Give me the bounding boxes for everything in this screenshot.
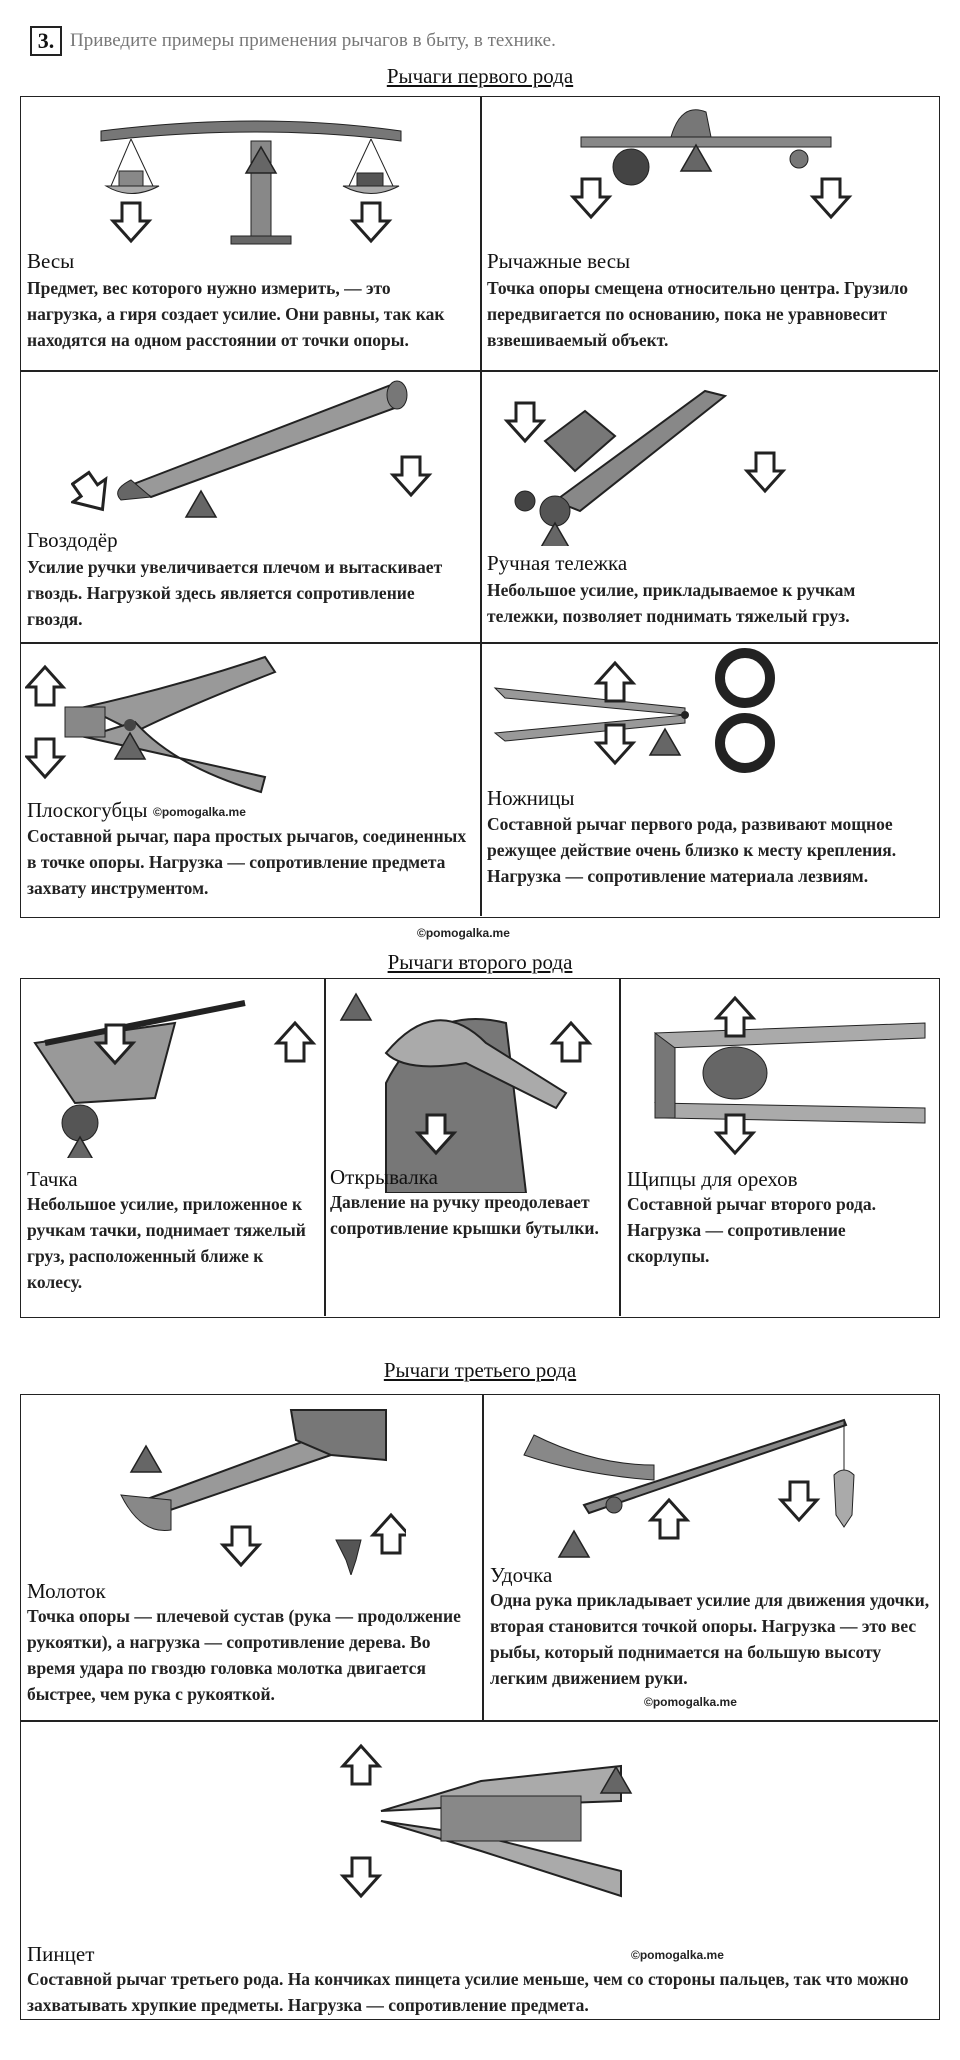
card-description: Небольшое усилие, прикладываемое к ручкам тележки, позволяет поднимать тяжелый груз. [487,580,856,626]
card-title: Удочка [490,1563,553,1587]
hammer-illustration [101,1395,406,1575]
fishing-rod-illustration [504,1395,859,1570]
nutcracker-illustration [625,983,930,1158]
card-title: Молоток [27,1579,106,1603]
lever-card-steelyard [481,97,939,370]
card-description: Составной рычаг, пара простых рычагов, соединенных в точке опоры. Нагрузка — сопротивление предмета захвату инструментом. [27,826,467,898]
task-header [30,26,556,56]
watermark: ©pomogalka.me [644,1695,737,1709]
lever-card-bottle-opener [326,979,619,1316]
card-description: Предмет, вес которого нужно измерить, — это нагрузка, а гиря создает усилие. Они равны, так как находятся на одном расстоянии от точки опоры. [27,278,445,350]
card-description: Составной рычаг третьего рода. На кончиках пинцета усилие меньше, чем со стороны пальцев, так что можно захватывать хрупкие предметы. Нагрузка — сопротивление предмета. [27,1969,909,2015]
lever-card-nail-puller [21,371,480,642]
pliers-illustration [25,647,355,797]
section-title-second-class: Рычаги второго рода [387,950,573,974]
section-title-first-class: Рычаги первого рода [386,64,574,88]
hand-truck-illustration [485,371,805,546]
card-description: Составной рычаг второго рода. Нагрузка — сопротивление скорлупы. [627,1194,876,1266]
card-description: Точка опоры смещена относительно центра. Грузило передвигается по основанию, пока не уравновесит взвешиваемый объект. [487,278,908,350]
lever-card-nutcracker [621,979,939,1316]
task-number: 3. [30,26,62,56]
watermark: ©pomogalka.me [153,805,246,819]
card-title: Пинцет [27,1942,95,1966]
section-title-third-class: Рычаги третьего рода [383,1358,577,1382]
card-description: Точка опоры — плечевой сустав (рука — продолжение рукоятки), а нагрузка — сопротивление дерева. Во время удара по гвоздю головка молотка двигается быстрее, чем рука с рукояткой. [27,1606,461,1704]
card-description: Одна рука прикладывает усилие для движения удочки, вторая становится точкой опоры. Нагрузка — это вес рыбы, который поднимается на большую высоту легким движением руки. [490,1590,930,1688]
lever-card-fishing-rod [484,1395,939,1720]
lever-card-tweezers [21,1722,938,2018]
card-title: Гвоздодёр [27,528,118,552]
watermark: ©pomogalka.me [417,926,510,940]
second-class-table [20,978,940,1318]
bottle-opener-illustration [326,983,596,1193]
scales-illustration [91,101,411,251]
card-title: Плоскогубцы [27,798,148,822]
task-text: Приведите примеры применения рычагов в быту, в технике. [70,30,556,51]
watermark: ©pomogalka.me [631,1948,724,1962]
card-description: Составной рычаг первого рода, развивают мощное режущее действие очень близко к месту крепления. Нагрузка — сопротивление материала лезвиям. [487,814,897,886]
card-description: Небольшое усилие, приложенное к ручкам тачки, поднимает тяжелый груз, расположенный ближе к колесу. [27,1194,306,1292]
lever-card-hand-truck [481,371,939,642]
lever-card-scissors [481,643,939,916]
card-description: Давление на ручку преодолевает сопротивление крышки бутылки. [330,1192,599,1238]
card-description: Усилие ручки увеличивается плечом и вытаскивает гвоздь. Нагрузкой здесь является сопротивление гвоздя. [27,557,443,629]
card-title: Весы [27,249,75,273]
tweezers-illustration [321,1726,641,1921]
scissors-illustration [485,643,825,778]
card-title: Щипцы для орехов [627,1167,798,1191]
nail-puller-illustration [71,375,451,525]
lever-card-pliers [21,643,480,916]
lever-card-scales [21,97,480,370]
lever-card-hammer [21,1395,482,1720]
card-title: Рычажные весы [487,249,631,273]
card-title: Открывалка [330,1165,438,1189]
lever-card-wheelbarrow [21,979,324,1316]
card-title: Ручная тележка [487,551,628,575]
wheelbarrow-illustration [25,983,320,1158]
first-class-table [20,96,940,918]
steelyard-illustration [541,97,861,247]
card-title: Тачка [27,1167,78,1191]
card-title: Ножницы [487,786,575,810]
third-class-table [20,1394,940,2020]
